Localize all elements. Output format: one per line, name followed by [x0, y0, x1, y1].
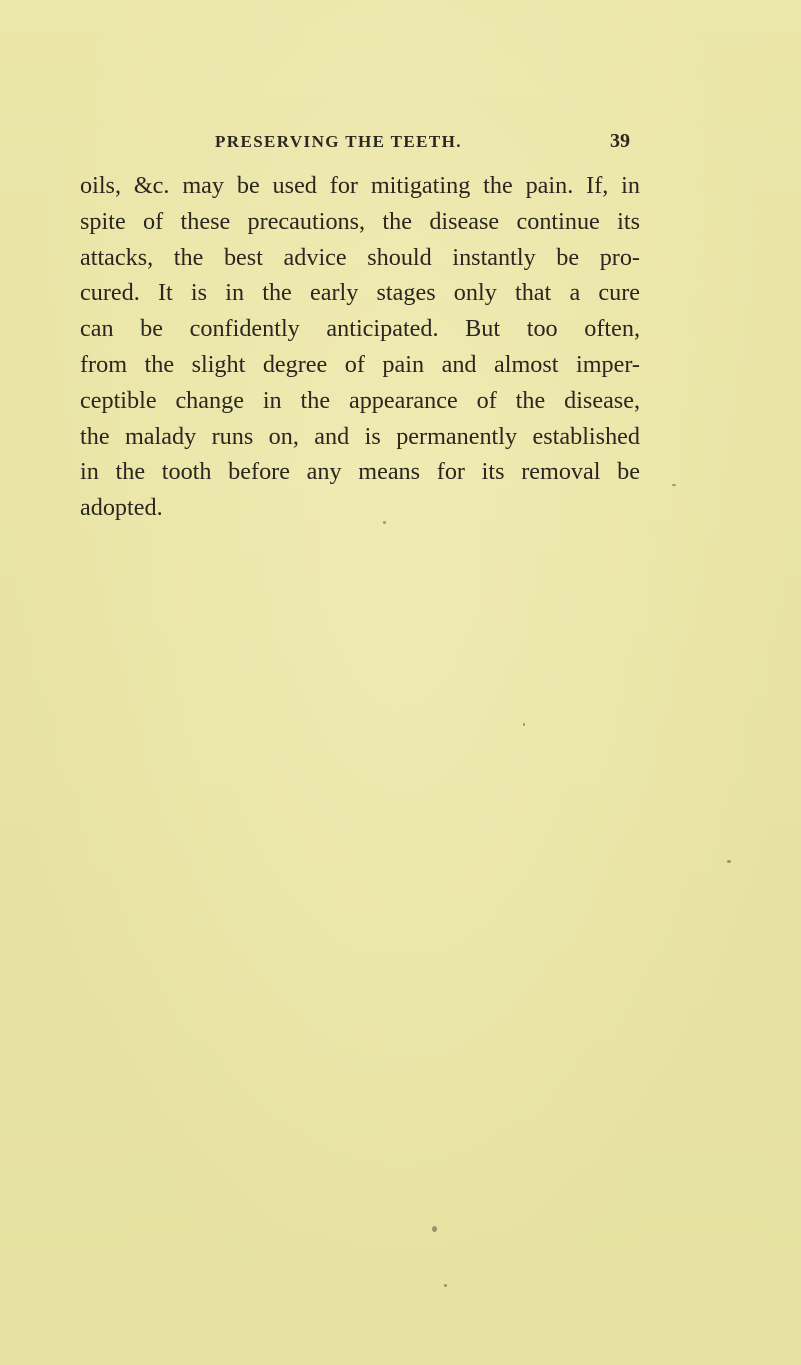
page-number: 39: [610, 130, 630, 152]
text-line: the malady runs on, and is permanently established: [80, 422, 640, 450]
text-line: can be confidently anticipated. But too often,: [80, 315, 640, 343]
text-line: cured. It is in the early stages only that a cure: [80, 279, 640, 307]
paper-speck: [383, 521, 386, 524]
text-line: spite of these precautions, the disease continue its: [80, 207, 640, 235]
text-line: in the tooth before any means for its removal be: [80, 458, 640, 486]
paper-speck: [672, 484, 676, 486]
text-line: adopted.: [80, 494, 163, 522]
paper-speck: [444, 1284, 447, 1287]
body-paragraph: [80, 168, 640, 526]
running-title: PRESERVING THE TEETH.: [215, 132, 462, 151]
text-line: attacks, the best advice should instantly be pro-: [80, 243, 640, 271]
running-head: [215, 132, 630, 158]
paper-speck: [523, 723, 525, 726]
text-line: from the slight degree of pain and almost imper-: [80, 350, 640, 378]
paper-speck: [432, 1226, 437, 1232]
text-line: ceptible change in the appearance of the disease,: [80, 386, 640, 414]
paper-speck: [727, 860, 731, 863]
text-line: oils, &c. may be used for mitigating the pain. If, in: [80, 172, 640, 199]
